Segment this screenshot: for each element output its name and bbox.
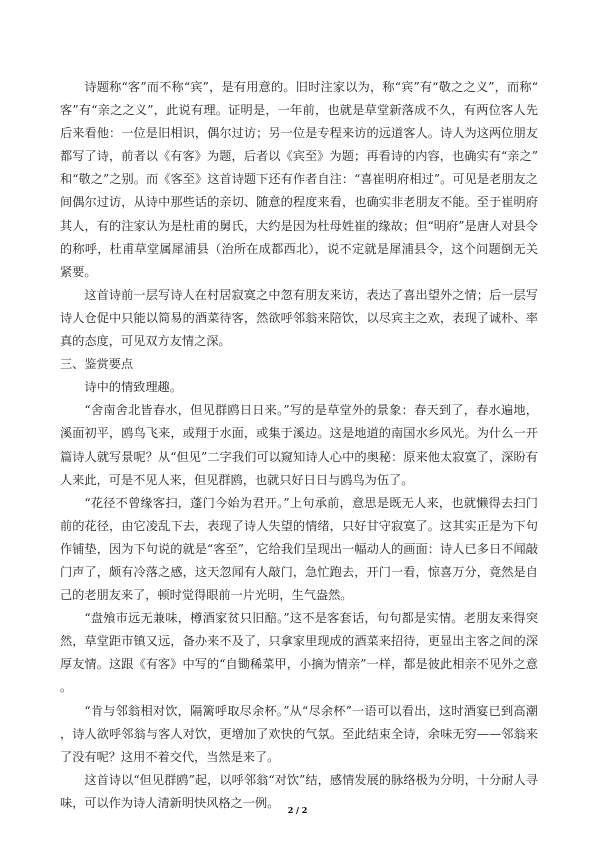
paragraph-line-1: “舍南舍北皆春水，但见群鸥日日来。”写的是草堂外的景象：春天到了，春水遍地，溪面初平，鸥鸟飞来，或翔于水面，或集于溪边。这是地道的南国水乡风光。为什么一开篇诗人就写景呢？从“但见”二字我们可以窥知诗人心中的奥秘：原来他太寂寞了，深盼有人来此，可是不见人来，但见群鸥，也就只好日日与鸥鸟为伍了。 [60, 403, 538, 487]
paragraph-conclusion: 这首诗以“但见群鸥”起，以呼邻翁“对饮”结，感情发展的脉络极为分明，十分耐人寻味，可以作为诗人清新明快风格之一例。 [60, 772, 538, 810]
document-body [60, 76, 538, 815]
paragraph-line-2: “花径不曾缘客扫，蓬门今始为君开。”上句承前，意思是既无人来，也就懒得去扫门前的花径，由它凌乱下去，表现了诗人失望的情绪，只好甘守寂寞了。这其实正是为下句作铺垫，因为下句说的就是“客至”，它给我们呈现出一幅动人的画面：诗人已多日不闻敲门声了，颇有冷落之感，这天忽闻有人敲门，急忙跑去，开门一看，惊喜万分，竟然是自己的老朋友来了，顿时觉得眼前一片光明，生气盎然。 [60, 495, 538, 603]
paragraph-structure: 这首诗前一层写诗人在村居寂寞之中忽有朋友来访，表达了喜出望外之情；后一层写诗人仓促中只能以简易的酒菜待客，然欲呼邻翁来陪饮，以尽宾主之欢，表现了诚朴、率真的态度，可见双方友情之深。 [60, 287, 538, 349]
paragraph-line-4: “肯与邻翁相对饮，隔篱呼取尽余杯。”从“尽余杯”一语可以看出，这时酒宴已到高潮，诗人欲呼邻翁与客人对饮，更增加了欢快的气氛。至此结束全诗，余味无穷——邻翁来了没有呢？这用不着交代，当然是来了。 [60, 703, 538, 764]
paragraph-line-3: “盘飧市远无兼味，樽酒家贫只旧醅。”这不是客套话，句句都是实情。老朋友来得突然，草堂距市镇又远，备办来不及了，只拿家里现成的酒菜来招待，更显出主客之间的深厚友情。这跟《有客》中写的“自锄稀菜甲，小摘为情亲”一样，都是彼此相亲不见外之意。 [60, 611, 538, 695]
section-heading: 三、鉴赏要点 [60, 357, 134, 372]
page-number: 2 / 2 [287, 805, 308, 815]
paragraph-intro: 诗题称“客”而不称“宾”，是有用意的。旧时注家以为，称“宾”有“敬之之义”，而称“客”有“亲之之义”，此说有理。证明是，一年前，也就是草堂新落成不久，有两位客人先后来看他：一位是旧相识，偶尔过访；另一位是专程来访的远道客人。诗人为这两位朋友都写了诗，前者以《有客》为题，后者以《宾至》为题；再看诗的内容，也确实有“亲之”和“敬之”之别。而《客至》这首诗题下还有作者自注：“喜崔明府相过”。可见是老朋友之间偶尔过访，从诗中那些话的亲切、随意的程度来看，也确实非老朋友不能。至于崔明府其人，有的注家认为是杜甫的舅氏，大约是因为杜母姓崔的缘故；但“明府”是唐人对县令的称呼，杜甫草堂属犀浦县（治所在成都西北），说不定就是犀浦县令，这个问题倒无关紧要。 [60, 80, 538, 279]
subheading: 诗中的情致理趣。 [84, 380, 182, 395]
